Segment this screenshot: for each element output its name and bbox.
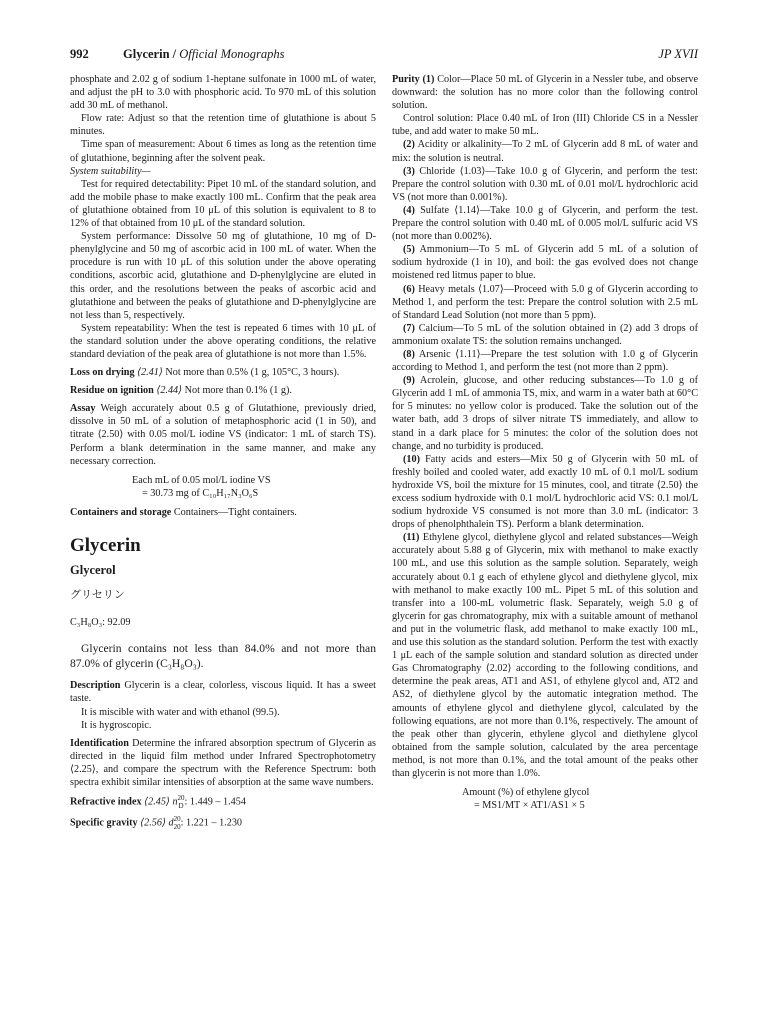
edition-label: JP XVII xyxy=(658,47,698,61)
paragraph: It is hygroscopic. xyxy=(81,719,152,731)
molecular-formula: C₃H₈O₃: 92.09 xyxy=(70,617,131,629)
paragraph: System performance: Dissolve 50 mg of glutathione, 10 mg of D-phenylglycine and 50 mg of ascorbic acid in 100 mL of water. When the procedure is run with 10 μL of this solution under the above operating conditions, ascorbic acid, glutathione and D-phenylglycine are eluted in this order, and the resolutions between the peaks of ascorbic acid and glutathione and between the peaks of glutathione and D-phenylglycine are not less than 5, respectively. xyxy=(70,231,376,321)
identification: Identification Determine the infrared absorption spectrum of Glycerin as directed in the liquid film method under Infrared Spectrophotometry ⟨2.25⟩, and compare the spectrum with the Reference Spectrum: both spectra exhibit similar intensities of absorption at the same wave numbers. xyxy=(70,737,376,789)
purity-acrolein: (9) Acrolein, glucose, and other reducing substances—To 1.0 g of Glycerin add 1 mL of ammonia TS, mix, and warm in a water bath at 60°C for 5 minutes: no yellow color is produced. Take the solution out of the water bath, add 3 drops of silver nitrate TS immediately, and allow to stand in a dark place for 5 minutes: the color of the solution does not change, and no turbidity is produced. xyxy=(392,375,698,452)
residue-on-ignition: Residue on ignition ⟨2.44⟩ Not more than 0.1% (1 g). xyxy=(70,385,292,397)
monograph-synonym: Glycerol xyxy=(70,563,116,578)
equivalence-block: Each mL of 0.05 mol/L iodine VS = 30.73 mg of C₁₀H₁₇N₃O₆S xyxy=(132,474,271,499)
specific-gravity: Specific gravity ⟨2.56⟩ d 20 20 : 1.221 – 1.230 xyxy=(70,815,243,832)
purity-sulfate: (4) Sulfate ⟨1.14⟩—Take 10.0 g of Glycerin, and perform the test. Prepare the control solution with 0.40 mL of 0.005 mol/L sulfuric acid VS (not more than 0.002%). xyxy=(392,204,698,243)
containers-and-storage: Containers and storage Containers—Tight containers. xyxy=(70,506,297,518)
definition: Glycerin contains not less than 84.0% and not more than 87.0% of glycerin (C₃H₈O₃). xyxy=(70,642,376,670)
subheading: System suitability— xyxy=(70,165,151,177)
right-column xyxy=(392,73,698,818)
paragraph: It is miscible with water and with ethanol (99.5). xyxy=(81,706,280,718)
purity-calcium: (7) Calcium—To 5 mL of the solution obtained in (2) add 3 drops of ammonium oxalate TS: the solution remains unchanged. xyxy=(392,322,698,347)
refractive-index: Refractive index ⟨2.45⟩ n 20 D : 1.449 – 1.454 xyxy=(70,794,246,811)
paragraph: System repeatability: When the test is repeated 6 times with 10 μL of the standard solution under the above operating conditions, the relative standard deviation of the peak area of glutathione is not more than 1.5%. xyxy=(70,322,376,360)
running-title-bold: Glycerin xyxy=(123,47,170,61)
assay: Assay Weigh accurately about 0.5 g of Glutathione, previously dried, dissolve in 50 mL of a solution of metaphosphoric acid (1 in 50), and titrate ⟨2.50⟩ with 0.05 mol/L iodine VS (indicator: 1 mL of starch TS). Perform a blank determination in the same manner, and make any necessary correction. xyxy=(70,403,376,467)
purity-heavy-metals: (6) Heavy metals ⟨1.07⟩—Proceed with 5.0 g of Glycerin according to Method 1, and perform the test: Prepare the control solution with 2.5 mL of Standard Lead Solution (not more than 5 ppm). xyxy=(392,283,698,321)
description: Description Glycerin is a clear, colorless, viscous liquid. It has a sweet taste. xyxy=(70,680,376,705)
purity-ammonium: (5) Ammonium—To 5 mL of Glycerin add 5 mL of a solution of sodium hydroxide (1 in 10), and boil: the gas evolved does not change moistened red litmus paper to blue. xyxy=(392,244,698,282)
running-title xyxy=(123,47,284,62)
purity-ethylene-glycol: (11) Ethylene glycol, diethylene glycol and related substances—Weigh accurately about 5.88 g of Glycerin, mix with methanol to make exactly 100 mL, and use this solution as the sample solution. Separately, weigh accurately about 0.1 g each of ethylene glycol and diethylene glycol, mix with methanol to make exactly 100 mL. Pipet 5 mL of this solution and transfer into a 100-mL volumetric flask. Separately, weigh 5.0 g of glycerin for gas chromatography, mix with a suitable amount of methanol and put in the volumetric flask, add methanol to make exactly 100 mL, and use this solution as the standard solution. Perform the test with exactly 1 μL each of the sample solution and standard solution as directed under Gas Chromatography ⟨2.02⟩ according to the following conditions, and determine the peak areas, AT1 and AS1, of ethylene glycol and, AT2 and AS2, of diethylene glycol by the automatic integration method. The amounts of ethylene glycol and diethylene glycol, calculated by the following equations, are not more than 0.1%, respectively. The amount of the peak other than glycerin, ethylene glycol and diethylene glycol obtained from the sample solution, calculated by the area percentage method, is not more than 0.1%, and the total amount of the peaks other than glycerin is not more than 1.0%. xyxy=(392,532,698,779)
paragraph: Control solution: Place 0.40 mL of Iron (III) Chloride CS in a Nessler tube, and add water to make 50 mL. xyxy=(392,113,698,138)
purity-arsenic: (8) Arsenic ⟨1.11⟩—Prepare the test solution with 1.0 g of Glycerin according to Method 1, and perform the test (not more than 2 ppm). xyxy=(392,348,698,374)
paragraph: phosphate and 2.02 g of sodium 1-heptane sulfonate in 1000 mL of water, and adjust the pH to 3.0 with phosphoric acid. To 970 mL of this solution add 30 mL of methanol. xyxy=(70,74,376,112)
running-title-italic: Official Monographs xyxy=(179,47,285,61)
running-title-separator: / xyxy=(169,47,180,61)
page-header xyxy=(70,47,698,65)
page-number: 992 xyxy=(70,47,89,61)
paragraph: Test for required detectability: Pipet 10 mL of the standard solution, and add the mobile phase to make exactly 100 mL. Confirm that the peak area of glutathione obtained from 10 μL of this solution is equivalent to 8 to 12% of that obtained from 10 μL of the standard solution. xyxy=(70,178,376,230)
purity-chloride: (3) Chloride ⟨1.03⟩—Take 10.0 g of Glycerin, and perform the test: Prepare the control solution with 0.30 mL of 0.01 mol/L hydrochloric acid VS (not more than 0.001%). xyxy=(392,165,698,203)
paragraph: Flow rate: Adjust so that the retention time of glutathione is about 5 minutes. xyxy=(70,113,376,138)
equation-block: Amount (%) of ethylene glycol = MS1/MT × AT1/AS1 × 5 xyxy=(462,787,590,812)
paragraph: Time span of measurement: About 6 times as long as the retention time of glutathione, beginning after the solvent peak. xyxy=(70,139,376,164)
left-column xyxy=(70,73,376,831)
purity-fatty-acids: (10) Fatty acids and esters—Mix 50 g of Glycerin with 50 mL of freshly boiled and cooled water, add exactly 10 mL of 0.1 mol/L sodium hydroxide VS, boil the mixture for 15 minutes, cool, and titrate ⟨2.50⟩ the excess sodium hydroxide with 0.1 mol/L hydrochloric acid VS: 0.1 mol/L sodium hydroxide VS consumed is not more than 3.0 mL (indicator: 3 drops of phenolphthalein TS). Perform a blank determination. xyxy=(392,453,698,531)
purity-acidity: (2) Acidity or alkalinity—To 2 mL of Glycerin add 8 mL of water and mix: the solution is neutral. xyxy=(392,139,698,164)
purity-color: Purity (1) Color—Place 50 mL of Glycerin in a Nessler tube, and observe downward: the solution has no more color than the following control solution. xyxy=(392,74,699,112)
loss-on-drying: Loss on drying ⟨2.41⟩ Not more than 0.5% (1 g, 105°C, 3 hours). xyxy=(70,367,340,379)
japanese-name: グリセリン xyxy=(70,588,125,602)
monograph-title: Glycerin xyxy=(70,535,141,556)
